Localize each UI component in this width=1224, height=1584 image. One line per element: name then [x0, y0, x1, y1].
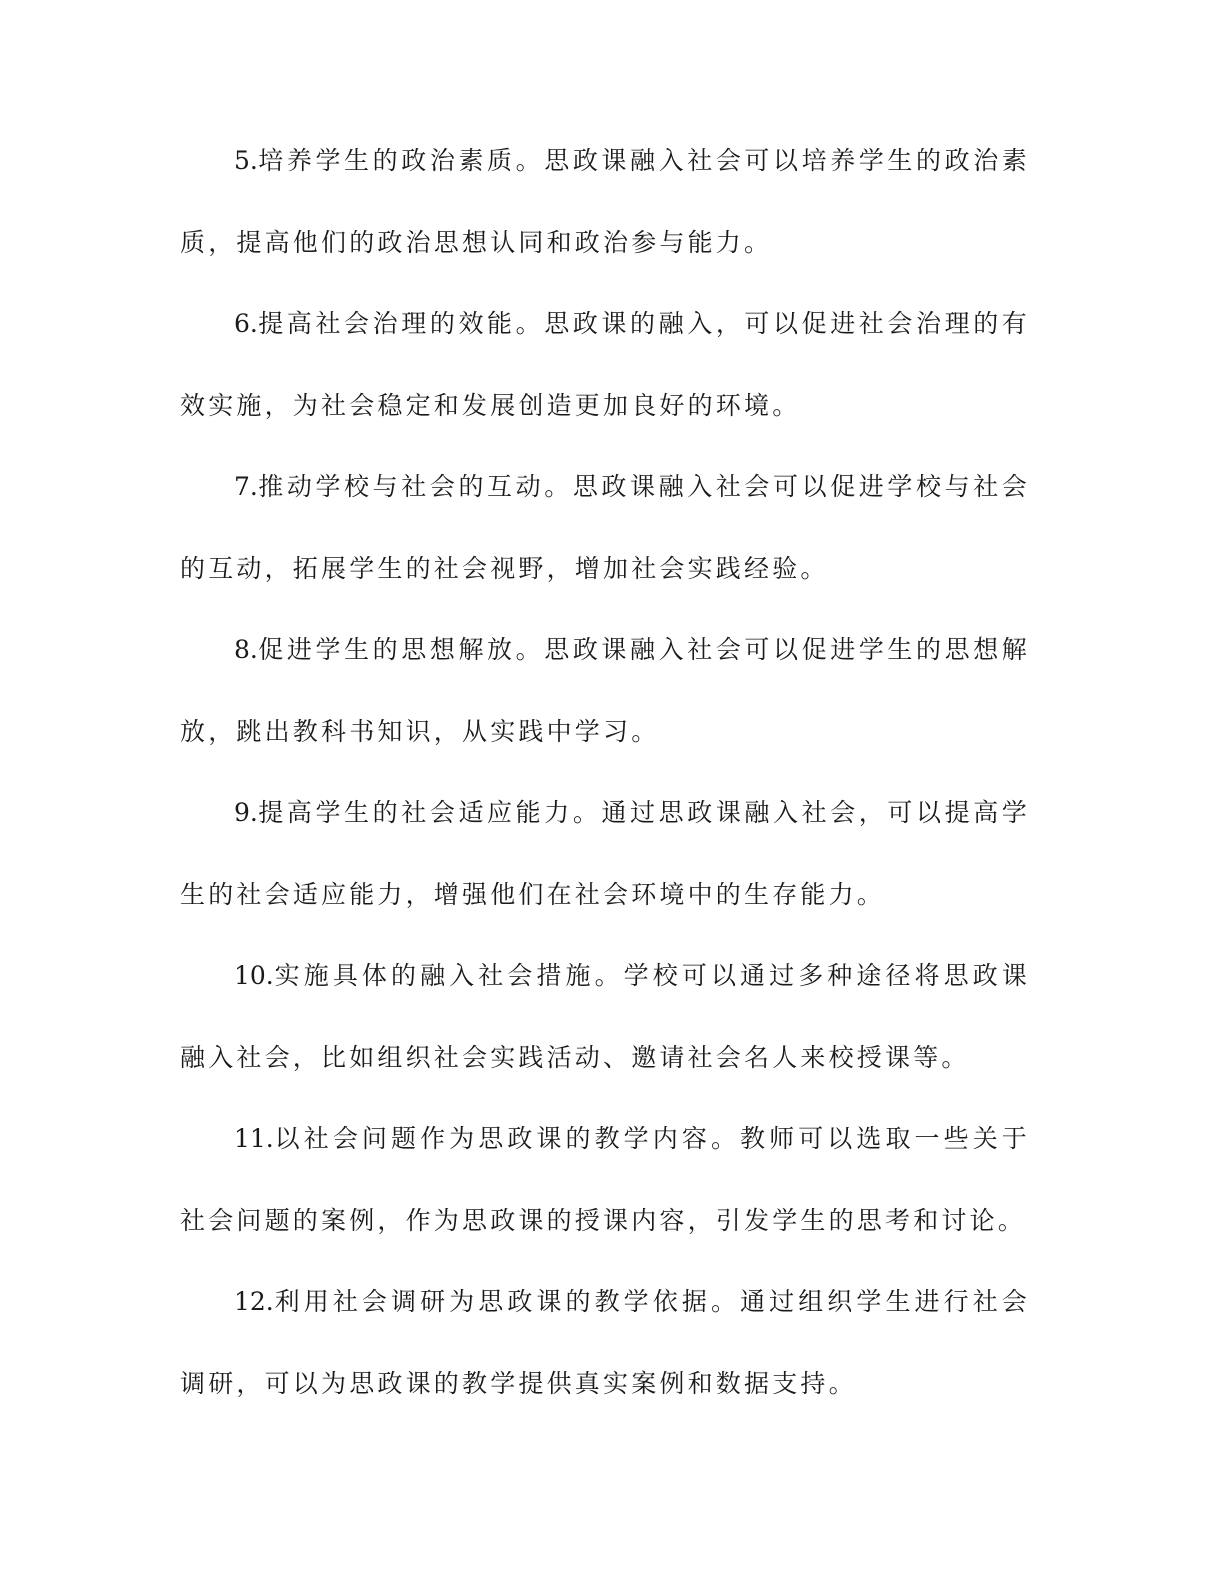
paragraph-text: 促进学生的思想解放。思政课融入社会可以促进学生的思想解放，跳出教科书知识，从实践中学习。 — [180, 635, 1030, 746]
paragraph-text: 推动学校与社会的互动。思政课融入社会可以促进学校与社会的互动，拓展学生的社会视野，增加社会实践经验。 — [180, 472, 1030, 583]
paragraph-text: 培养学生的政治素质。思政课融入社会可以培养学生的政治素质，提高他们的政治思想认同和政治参与能力。 — [180, 146, 1030, 257]
paragraph-8 — [180, 609, 1030, 772]
paragraph-number: 9. — [234, 798, 258, 827]
paragraph-number: 5. — [234, 146, 258, 175]
document-body — [180, 120, 1030, 1424]
paragraph-5 — [180, 120, 1030, 283]
paragraph-6 — [180, 283, 1030, 446]
paragraph-number: 11. — [234, 1124, 274, 1153]
paragraph-number: 12. — [234, 1287, 274, 1316]
paragraph-text: 利用社会调研为思政课的教学依据。通过组织学生进行社会调研，可以为思政课的教学提供真实案例和数据支持。 — [180, 1287, 1030, 1398]
paragraph-text: 提高社会治理的效能。思政课的融入，可以促进社会治理的有效实施，为社会稳定和发展创造更加良好的环境。 — [180, 309, 1030, 420]
paragraph-11 — [180, 1098, 1030, 1261]
paragraph-7 — [180, 446, 1030, 609]
paragraph-12 — [180, 1261, 1030, 1424]
paragraph-number: 6. — [234, 309, 258, 338]
paragraph-9 — [180, 772, 1030, 935]
paragraph-text: 以社会问题作为思政课的教学内容。教师可以选取一些关于社会问题的案例，作为思政课的授课内容，引发学生的思考和讨论。 — [180, 1124, 1030, 1235]
paragraph-number: 8. — [234, 635, 258, 664]
paragraph-10 — [180, 935, 1030, 1098]
paragraph-text: 提高学生的社会适应能力。通过思政课融入社会，可以提高学生的社会适应能力，增强他们在社会环境中的生存能力。 — [180, 798, 1030, 909]
paragraph-number: 7. — [234, 472, 258, 501]
paragraph-text: 实施具体的融入社会措施。学校可以通过多种途径将思政课融入社会，比如组织社会实践活动、邀请社会名人来校授课等。 — [180, 961, 1030, 1072]
paragraph-number: 10. — [234, 961, 274, 990]
